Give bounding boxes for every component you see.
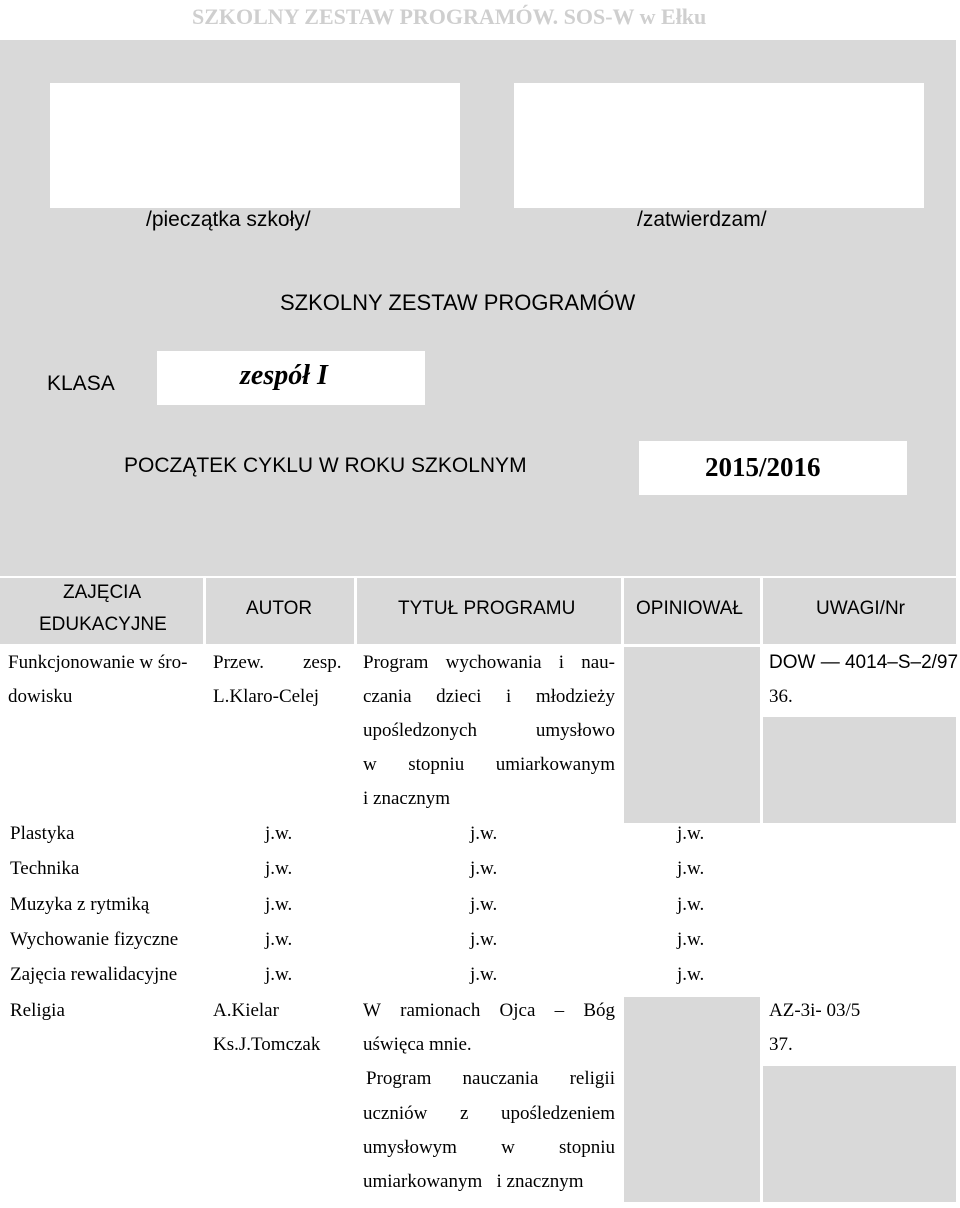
word: w — [501, 1137, 515, 1158]
religion-title-line2: uświęca mnie. — [363, 1034, 472, 1055]
row-author: j.w. — [265, 823, 293, 844]
religion-author-a: A.Kielar — [213, 1000, 279, 1021]
row-title: j.w. — [470, 929, 498, 950]
header-panel — [0, 40, 956, 576]
class-value-box — [157, 351, 425, 405]
row1-author-a2: zesp. — [303, 652, 342, 673]
word: wychowania — [445, 652, 542, 673]
word: upośledzeniem — [501, 1103, 615, 1124]
word: Program — [366, 1068, 432, 1089]
word: Ojca — [499, 1000, 536, 1021]
religion-title-line4 — [363, 1103, 615, 1125]
religion-title-line1 — [363, 1000, 615, 1022]
row-subject: Zajęcia rewalidacyjne — [10, 964, 178, 985]
cycle-value: 2015/2016 — [705, 452, 821, 482]
row-reviewer: j.w. — [677, 929, 705, 950]
religion-cell-reviewer — [624, 997, 760, 1202]
word: z — [459, 1103, 469, 1124]
word: umysłowo — [535, 720, 615, 741]
word: umysłowym — [363, 1137, 457, 1158]
row1-title-line2 — [363, 686, 615, 708]
word: młodzieży — [535, 686, 615, 707]
row-title: j.w. — [470, 858, 498, 879]
word: stopniu — [559, 1137, 615, 1158]
religion-notes-b: 37. — [769, 1034, 793, 1055]
word: umiarkowanym — [495, 754, 615, 775]
religion-author-b: Ks.J.Tomczak — [213, 1034, 321, 1055]
word: ramionach — [400, 1000, 481, 1021]
word: i — [506, 686, 512, 707]
row1-notes-b: 36. — [769, 686, 793, 707]
row1-author-b: L.Klaro-Celej — [213, 686, 320, 707]
header-subject-line2: EDUKACYJNE — [39, 614, 167, 635]
row-title: j.w. — [470, 894, 498, 915]
row1-title-line4 — [363, 754, 615, 776]
word: dzieci — [436, 686, 482, 707]
watermark-header: SZKOLNY ZESTAW PROGRAMÓW. SOS-W w Ełku — [192, 4, 707, 29]
row-subject: Technika — [10, 858, 80, 879]
word: stopniu — [408, 754, 465, 775]
row1-title-line5: i znacznym — [363, 788, 451, 809]
header-title: TYTUŁ PROGRAMU — [398, 598, 576, 619]
cycle-value-box — [639, 441, 907, 495]
row1-title-line3 — [363, 720, 615, 742]
row1-author-a1: Przew. — [213, 652, 264, 673]
row-reviewer: j.w. — [677, 823, 705, 844]
header-author: AUTOR — [246, 598, 313, 619]
word: Bóg — [583, 1000, 615, 1021]
word: – — [554, 1000, 565, 1021]
religion-title-line6: umiarkowanym i znacznym — [363, 1171, 584, 1192]
row-title: j.w. — [470, 823, 498, 844]
row1-cell-notes-shade — [763, 717, 956, 823]
row-author: j.w. — [265, 964, 293, 985]
row-title: j.w. — [470, 964, 498, 985]
school-stamp-box — [50, 83, 460, 208]
row1-cell-reviewer — [624, 647, 760, 823]
word: uczniów — [363, 1103, 428, 1124]
word: W — [363, 1000, 381, 1021]
word: nauczania — [462, 1068, 539, 1089]
word: nau- — [581, 652, 615, 673]
religion-notes-a: AZ-3i- 03/5 — [769, 1000, 861, 1021]
row-author: j.w. — [265, 894, 293, 915]
word: czania — [363, 686, 412, 707]
row-subject: Wychowanie fizyczne — [10, 929, 179, 950]
approve-label: /zatwierdzam/ — [637, 208, 767, 231]
approval-box — [514, 83, 924, 208]
row1-notes-a: DOW — 4014–S–2/97 — [769, 652, 959, 673]
row-reviewer: j.w. — [677, 964, 705, 985]
row-reviewer: j.w. — [677, 858, 705, 879]
word: w — [363, 754, 377, 775]
row-author: j.w. — [265, 929, 293, 950]
program-table — [0, 576, 960, 1208]
row1-subject-a: Funkcjonowanie w śro- — [8, 652, 188, 673]
main-title: SZKOLNY ZESTAW PROGRAMÓW — [280, 290, 636, 315]
word: religii — [569, 1068, 615, 1089]
header-subject-line1: ZAJĘCIA — [63, 582, 142, 603]
word: Program — [363, 652, 429, 673]
row1-subject-b: dowisku — [8, 686, 73, 707]
class-label: KLASA — [47, 372, 115, 395]
row-subject: Muzyka z rytmiką — [10, 894, 150, 915]
header-reviewer: OPINIOWAŁ — [636, 598, 743, 619]
row-subject: Plastyka — [10, 823, 75, 844]
word: i — [558, 652, 565, 673]
religion-subject: Religia — [10, 1000, 65, 1021]
word: upośledzonych — [363, 720, 477, 741]
stamp-label: /pieczątka szkoły/ — [146, 208, 311, 231]
header-notes: UWAGI/Nr — [816, 598, 906, 619]
class-value: zespół I — [240, 360, 328, 391]
religion-cell-notes-shade — [763, 1066, 956, 1202]
religion-title-line3 — [366, 1068, 615, 1090]
row-reviewer: j.w. — [677, 894, 705, 915]
cycle-label: POCZĄTEK CYKLU W ROKU SZKOLNYM — [124, 454, 527, 477]
row-author: j.w. — [265, 858, 293, 879]
religion-title-line5 — [363, 1137, 615, 1159]
row1-title-line1 — [363, 652, 615, 674]
